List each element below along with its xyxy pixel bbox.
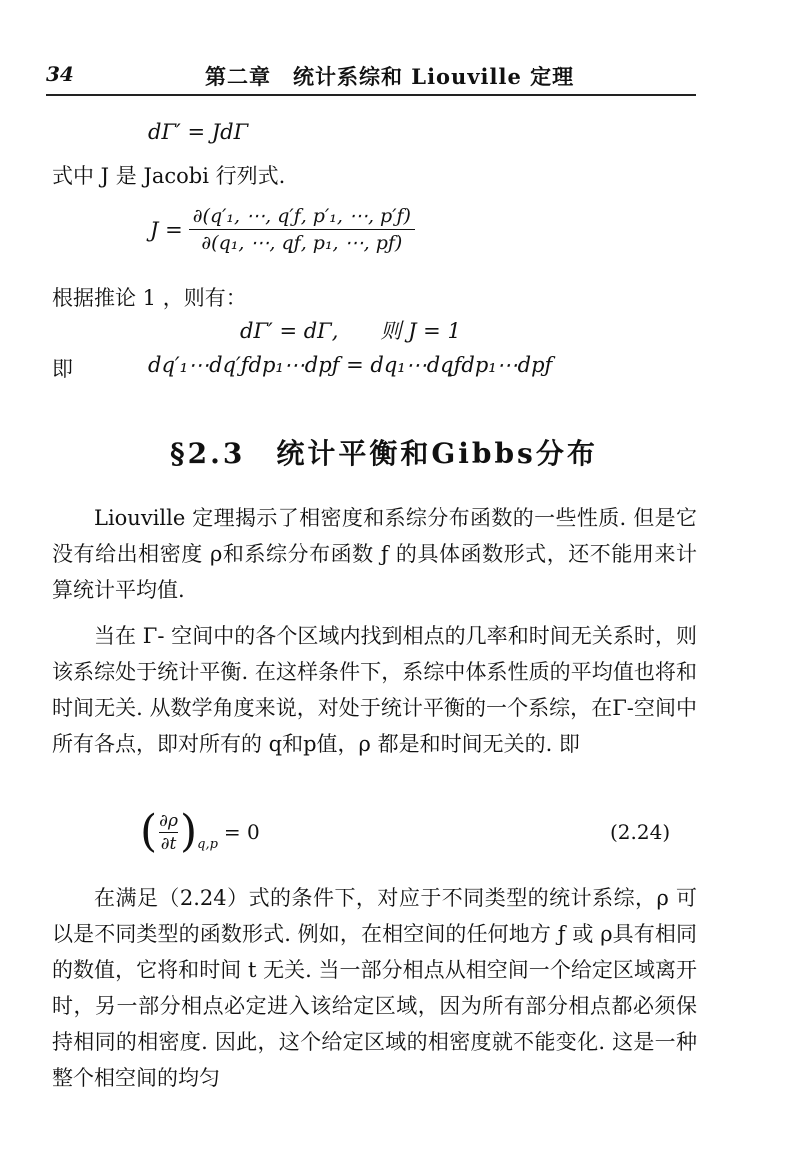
equation-volume-element: dq′₁⋯dq′ƒdp₁⋯dpƒ = dq₁⋯dqƒdp₁⋯dpƒ [148,353,553,377]
partial-subscript: q,p [197,837,218,852]
right-paren: ) [179,806,198,857]
ji-label: 即 [52,357,73,381]
jacobian-fraction [189,205,415,254]
paragraph-3-text: 在满足（2.24）式的条件下，对应于不同类型的统计系综，ρ 可以是不同类型的函数形式. 例如，在相空间的任何地方 ƒ 或 ρ具有相同的数值，它将和时间 t 无关. 当一部分相点从相空间一个给定区域离开时，另一部分相点必定进入该给定区域，因为所有部分相点都必须保持相同的相密度. 因此，这个给定区域的相密度就不能变化. 这是一种整个相空间的均匀 [52,886,697,1090]
paragraph-2 [52,618,697,762]
partial-denominator: ∂t [160,833,177,854]
running-head: 第二章 统计系综和 Liouville 定理 [205,64,575,89]
paragraph-1-text: Liouville 定理揭示了相密度和系综分布函数的一些性质. 但是它没有给出相密度 ρ和系综分布函数 ƒ 的具体函数形式，还不能用来计算统计平均值. [52,506,697,602]
paragraph-2-text: 当在 Γ- 空间中的各个区域内找到相点的几率和时间无关系时，则该系综处于统计平衡. 在这样条件下，系综中体系性质的平均值也将和时间无关. 从数学角度来说，对处于统计平衡的一个系综，在Γ-空间中所有各点，即对所有的 q和p值，ρ 都是和时间无关的. 即 [52,624,697,756]
paragraph-1 [52,500,697,608]
partial-numerator: ∂ρ [159,810,178,831]
equation-dgamma-prime: dΓ′ = JdΓ [148,120,249,144]
partial-fraction [159,811,178,854]
equation-2-24 [140,806,260,857]
section-title: §2.3 统计平衡和Gibbs分布 [170,437,598,470]
jacobian-equation [150,205,415,254]
page-number: 34 [46,62,74,86]
paragraph-3 [52,880,697,1096]
equation-number: (2.24) [610,820,671,844]
jacobian-lhs: J = [150,217,183,242]
left-paren: ( [140,806,158,857]
corollary-text: 根据推论 1 ，则有： [52,286,247,310]
header-rule [46,94,696,96]
jacobi-intro-text: 式中 J 是 Jacobi 行列式. [52,164,286,188]
equation-j-equals-one: dΓ′ = dΓ, 则 J = 1 [240,319,461,343]
jacobian-numerator: ∂(q′₁, ⋯, q′ƒ, p′₁, ⋯, p′ƒ) [192,205,411,227]
equation-rhs: = 0 [223,820,260,844]
jacobian-denominator: ∂(q₁, ⋯, qƒ, p₁, ⋯, pƒ) [201,232,403,254]
fraction-bar [159,832,178,833]
fraction-bar [189,229,415,230]
